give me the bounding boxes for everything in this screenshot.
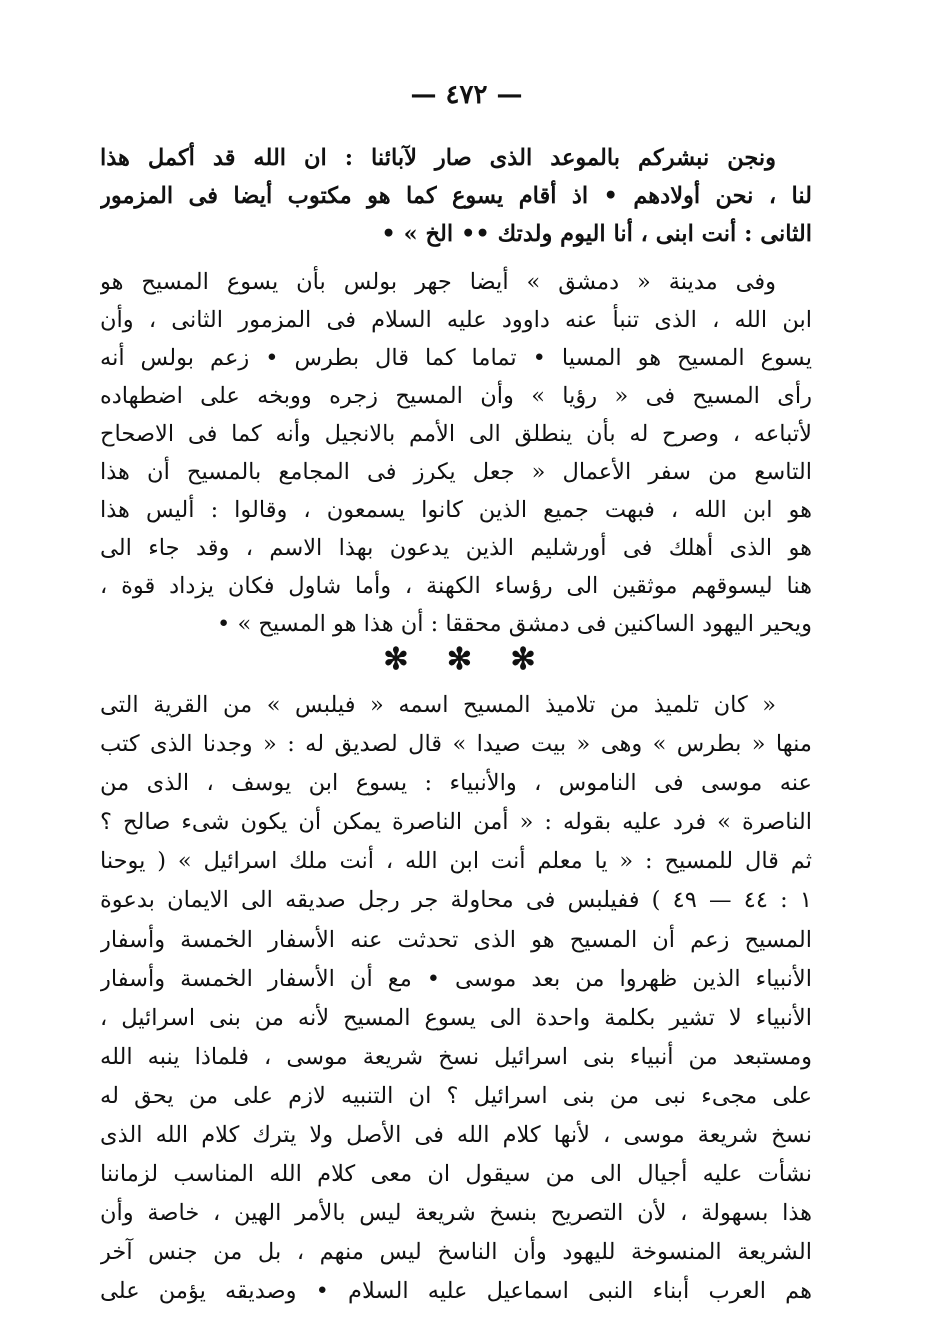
paragraph-line: هو الذى أهلك فى أورشليم الذين يدعون بهذا الاسم ، وقد جاء الى (100, 535, 812, 561)
paragraph-line: على مجىء نبى من بنى اسرائيل ؟ ان التنبيه لازم على من يحق له (100, 1082, 812, 1109)
paragraph-line: الأنبياء الذين ظهروا من بعد موسى • مع أن الأسفار الخمسة وأسفار (100, 965, 812, 992)
paragraph-line: لنا ، نحن أولادهم • اذ أقام يسوع كما هو مكتوب أيضا فى المزمور (100, 183, 812, 209)
paragraph-line: ومستبعد من أنبياء بنى اسرائيل نسخ شريعة موسى ، فلماذا ينبه الله (100, 1043, 812, 1070)
paragraph-line: وفى مدينة « دمشق » أيضا جهر بولس بأن يسوع المسيح هو (100, 269, 776, 295)
paragraph-line: التاسع من سفر الأعمال « جعل يكرز فى المجامع بالمسيح أن هذا (100, 459, 812, 485)
paragraph-line: ابن الله ، الذى تنبأ عنه داوود عليه السلام فى المزمور الثانى ، وأن (100, 307, 812, 333)
paragraph-3 (100, 686, 812, 1312)
paragraph-line: منها « بطرس » وهى « بيت صيدا » قال لصديق له : « وجدنا الذى كتب (100, 731, 812, 758)
paragraph-line: الشريعة المنسوخة لليهود وأن الناسخ ليس منهم ، بل من جنس آخر (100, 1239, 812, 1266)
section-separator: ✻ ✻ ✻ (383, 642, 550, 677)
paragraph-line: نشأت عليه أجيال الى من سيقول ان معى كلام الله المناسب لزماننا (100, 1161, 812, 1188)
paragraph-line: الأنبياء لا تشير بكلمة واحدة الى يسوع المسيح لأنه من بنى اسرائيل ، (100, 1004, 812, 1031)
paragraph-line: ويحير اليهود الساكنين فى دمشق محققا : أن هذا هو المسيح » • (217, 611, 812, 637)
paragraph-line: هو ابن الله ، فبهت جميع الذين كانوا يسمعون ، وقالوا : أليس هذا (100, 497, 812, 523)
paragraph-line: هم العرب أبناء النبى اسماعيل عليه السلام • وصديقه يؤمن على (100, 1278, 812, 1305)
paragraph-line: نسخ شريعة موسى ، لأنها كلام الله فى الأصل ولا يترك كلام الله الذى (100, 1122, 812, 1149)
paragraph-1 (100, 139, 812, 253)
page-number: — ٤٧٢ — (410, 80, 523, 110)
paragraph-2 (100, 263, 812, 643)
paragraph-line: عنه موسى فى الناموس ، والأنبياء : يسوع ابن يوسف ، الذى من (100, 770, 812, 797)
paragraph-line: لأتباعه ، وصرح له بأن ينطلق الى الأمم بالانجيل وأنه كما فى الاصحاح (100, 421, 812, 447)
paragraph-line: الثانى : أنت ابنى ، أنا اليوم ولدتك •• الخ » • (381, 221, 812, 247)
paragraph-line: ١ : ٤٤ — ٤٩ ) ففيلبس فى محاولة جر رجل صديقه الى الايمان بدعوة (100, 887, 812, 914)
paragraph-line: ثم قال للمسيح : « يا معلم أنت ابن الله ، أنت ملك اسرائيل » ( يوحنا (100, 848, 812, 875)
paragraph-line: ونجن نبشركم بالموعد الذى صار لآبائنا : ان الله قد أكمل هذا (100, 145, 776, 171)
paragraph-line: الناصرة » فرد عليه بقوله : « أمن الناصرة يمكن أن يكون شىء صالح ؟ (100, 809, 812, 836)
paragraph-line: « كان تلميذ من تلاميذ المسيح اسمه « فيلبس » من القرية التى (100, 692, 776, 718)
paragraph-line: رأى المسيح فى « رؤيا » وأن المسيح زجره ووبخه على اضطهاده (100, 383, 812, 409)
paragraph-line: هذا بسهولة ، لأن التصريح بنسخ شريعة ليس بالأمر الهين ، خاصة وأن (100, 1200, 812, 1227)
paragraph-line: هنا ليسوقهم موثقين الى رؤساء الكهنة ، وأما شاول فكان يزداد قوة ، (100, 573, 812, 599)
paragraph-line: المسيح زعم أن المسيح هو الذى تحدثت عنه الأسفار الخمسة وأسفار (100, 926, 812, 953)
paragraph-line: يسوع المسيح هو المسيا • تماما كما قال بطرس • زعم بولس أنه (100, 345, 812, 371)
